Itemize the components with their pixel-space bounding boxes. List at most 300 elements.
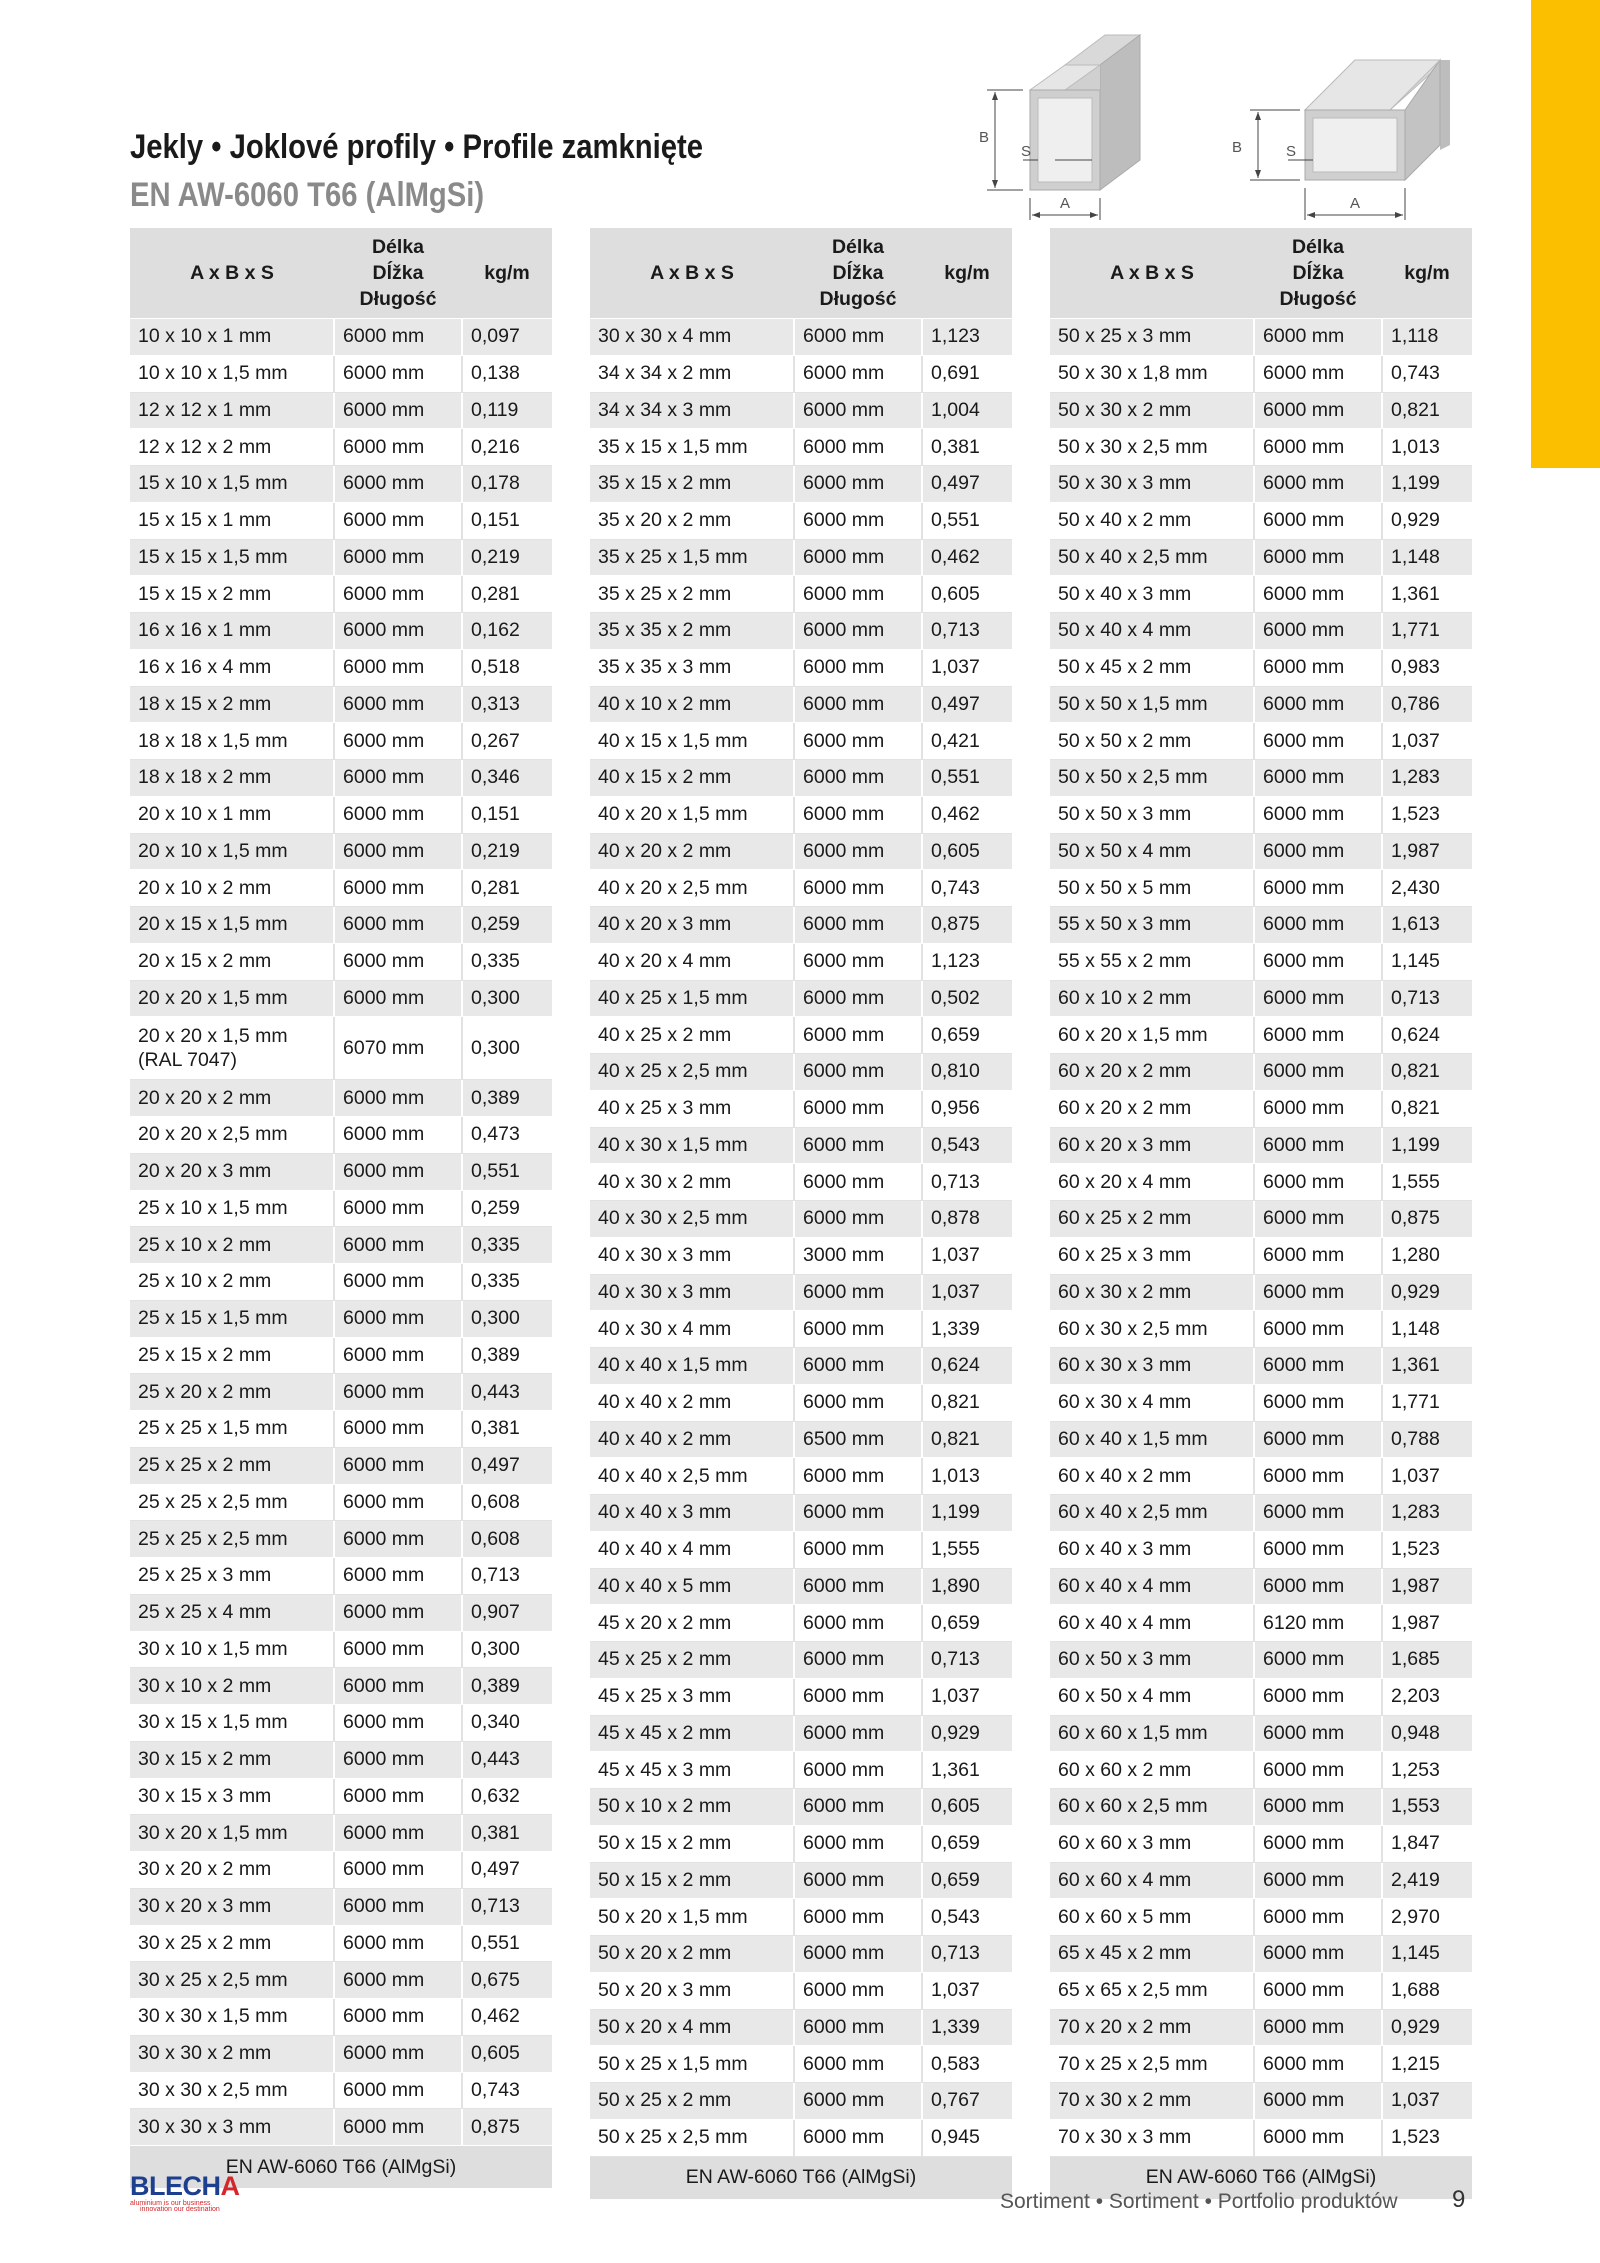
cell-dimensions: 50 x 10 x 2 mm (590, 1789, 794, 1826)
cell-length: 6000 mm (1254, 1642, 1382, 1679)
cell-weight: 1,361 (922, 1752, 1012, 1789)
table-row (130, 1668, 552, 1705)
cell-weight: 0,875 (922, 907, 1012, 944)
cell-weight: 0,713 (462, 1888, 552, 1925)
table-row (590, 686, 1012, 723)
table-row (1050, 796, 1472, 833)
cell-dimensions: 25 x 25 x 3 mm (130, 1558, 334, 1595)
cell-weight: 1,890 (922, 1568, 1012, 1605)
cell-length: 6000 mm (794, 686, 922, 723)
cell-length: 6000 mm (1254, 2046, 1382, 2083)
cell-length: 6000 mm (794, 1825, 922, 1862)
cell-weight: 0,713 (922, 1642, 1012, 1679)
table-row (1050, 1348, 1472, 1385)
column-header-length-line: Dĺžka (832, 262, 884, 284)
table-row (1050, 392, 1472, 429)
table-row (1050, 907, 1472, 944)
cell-dimensions: 10 x 10 x 1,5 mm (130, 355, 334, 392)
cell-weight: 0,878 (922, 1201, 1012, 1238)
cell-weight: 0,551 (462, 1153, 552, 1190)
cell-length: 6000 mm (1254, 1274, 1382, 1311)
table-row (1050, 1531, 1472, 1568)
cell-length: 6000 mm (794, 723, 922, 760)
table-row (1050, 943, 1472, 980)
cell-weight: 1,037 (922, 1678, 1012, 1715)
cell-weight: 1,123 (922, 319, 1012, 356)
cell-weight: 0,219 (462, 539, 552, 576)
cell-dimensions: 40 x 15 x 1,5 mm (590, 723, 794, 760)
cell-length: 6000 mm (794, 796, 922, 833)
cell-dimensions: 30 x 30 x 2 mm (130, 2035, 334, 2072)
cell-dimensions: 65 x 45 x 2 mm (1050, 1936, 1254, 1973)
cell-dimensions: 35 x 20 x 2 mm (590, 502, 794, 539)
profile-table-1 (130, 228, 552, 2188)
cell-length: 6000 mm (334, 760, 462, 797)
table-header-row (590, 228, 1012, 319)
table-row (590, 1054, 1012, 1091)
table-row (590, 1274, 1012, 1311)
cell-dimensions: 25 x 10 x 2 mm (130, 1227, 334, 1264)
column-header-length-line: Délka (1291, 236, 1345, 258)
square-profile-diagram (965, 30, 1165, 225)
table-row (1050, 1237, 1472, 1274)
cell-weight: 1,199 (922, 1495, 1012, 1532)
cell-weight: 0,138 (462, 355, 552, 392)
cell-weight: 0,713 (922, 1164, 1012, 1201)
table-row (130, 576, 552, 613)
table-row (590, 1458, 1012, 1495)
table-row (590, 833, 1012, 870)
cell-weight: 0,216 (462, 429, 552, 466)
cell-length: 6120 mm (1254, 1605, 1382, 1642)
cell-dimensions: 50 x 15 x 2 mm (590, 1825, 794, 1862)
cell-dimensions: 18 x 15 x 2 mm (130, 686, 334, 723)
cell-length: 6000 mm (334, 392, 462, 429)
cell-dimensions: 20 x 20 x 1,5 mm (130, 980, 334, 1017)
cell-length: 6000 mm (1254, 686, 1382, 723)
table-row (130, 649, 552, 686)
cell-length: 6000 mm (794, 1274, 922, 1311)
table-header-row (130, 228, 552, 319)
cell-length: 6000 mm (334, 355, 462, 392)
table-row (130, 539, 552, 576)
cell-length: 6000 mm (334, 907, 462, 944)
table-row (130, 1521, 552, 1558)
cell-weight: 0,340 (462, 1705, 552, 1742)
table-row (130, 319, 552, 356)
cell-dimensions: 45 x 25 x 2 mm (590, 1642, 794, 1679)
cell-weight: 0,659 (922, 1017, 1012, 1054)
table-row (1050, 686, 1472, 723)
cell-weight: 0,502 (922, 980, 1012, 1017)
cell-weight: 0,151 (462, 502, 552, 539)
cell-length: 6000 mm (1254, 1421, 1382, 1458)
cell-length: 6000 mm (334, 429, 462, 466)
table-footer-material: EN AW-6060 T66 (AlMgSi) (130, 2146, 552, 2189)
table-row (1050, 723, 1472, 760)
cell-dimensions: 40 x 10 x 2 mm (590, 686, 794, 723)
cell-weight: 0,219 (462, 833, 552, 870)
cell-dimensions: 25 x 25 x 2 mm (130, 1447, 334, 1484)
cell-weight: 0,389 (462, 1080, 552, 1117)
table-row (1050, 1568, 1472, 1605)
table-row (1050, 355, 1472, 392)
cell-dimensions: 20 x 20 x 1,5 mm (RAL 7047) (130, 1017, 334, 1080)
cell-weight: 0,381 (462, 1815, 552, 1852)
table-row (130, 355, 552, 392)
table-row (130, 2072, 552, 2109)
cell-dimensions: 25 x 10 x 1,5 mm (130, 1190, 334, 1227)
cell-dimensions: 30 x 30 x 4 mm (590, 319, 794, 356)
cell-length: 6000 mm (794, 1789, 922, 1826)
cell-length: 6000 mm (1254, 1017, 1382, 1054)
cell-dimensions: 45 x 45 x 2 mm (590, 1715, 794, 1752)
table-row (590, 907, 1012, 944)
cell-weight: 0,551 (462, 1925, 552, 1962)
table-row (590, 355, 1012, 392)
table-row (590, 1384, 1012, 1421)
table-row (130, 1227, 552, 1264)
cell-length: 6000 mm (794, 1972, 922, 2009)
cell-dimensions: 60 x 30 x 2 mm (1050, 1274, 1254, 1311)
cell-weight: 0,097 (462, 319, 552, 356)
cell-length: 6000 mm (1254, 760, 1382, 797)
cell-length: 6000 mm (1254, 2009, 1382, 2046)
cell-length: 6000 mm (334, 576, 462, 613)
cell-weight: 2,430 (1382, 870, 1472, 907)
cell-weight: 1,123 (922, 943, 1012, 980)
cell-weight: 0,300 (462, 1631, 552, 1668)
column-header-dims: A x B x S (590, 228, 794, 319)
cell-length: 6000 mm (794, 1348, 922, 1385)
cell-length: 6000 mm (334, 319, 462, 356)
cell-length: 6000 mm (794, 613, 922, 650)
cell-dimensions: 30 x 30 x 2,5 mm (130, 2072, 334, 2109)
cell-weight: 0,443 (462, 1741, 552, 1778)
cell-weight: 1,688 (1382, 1972, 1472, 2009)
cell-dimensions: 12 x 12 x 1 mm (130, 392, 334, 429)
cell-dimensions: 16 x 16 x 1 mm (130, 613, 334, 650)
cell-dimensions: 60 x 30 x 4 mm (1050, 1384, 1254, 1421)
table-row (590, 1642, 1012, 1679)
cell-length: 6000 mm (794, 980, 922, 1017)
cell-weight: 0,956 (922, 1090, 1012, 1127)
cell-dimensions: 60 x 60 x 3 mm (1050, 1825, 1254, 1862)
cell-dimensions: 40 x 25 x 1,5 mm (590, 980, 794, 1017)
cell-weight: 0,543 (922, 1127, 1012, 1164)
cell-weight: 0,767 (922, 2083, 1012, 2120)
table-row (1050, 319, 1472, 356)
table-row (590, 2119, 1012, 2156)
cell-length: 6000 mm (334, 1668, 462, 1705)
cell-length: 6500 mm (794, 1421, 922, 1458)
cell-weight: 0,875 (1382, 1201, 1472, 1238)
table-row (130, 2035, 552, 2072)
cell-weight: 0,929 (1382, 1274, 1472, 1311)
cell-dimensions: 70 x 30 x 3 mm (1050, 2119, 1254, 2156)
cell-weight: 0,300 (462, 1300, 552, 1337)
cell-length: 6000 mm (1254, 1054, 1382, 1091)
cell-weight: 0,821 (1382, 392, 1472, 429)
footer-section-label: Sortiment • Sortiment • Portfolio produktów (1000, 2190, 1398, 2213)
cell-length: 6000 mm (334, 1153, 462, 1190)
table-row (1050, 833, 1472, 870)
cell-dimensions: 50 x 25 x 2 mm (590, 2083, 794, 2120)
cell-dimensions: 30 x 15 x 2 mm (130, 1741, 334, 1778)
cell-dimensions: 40 x 40 x 3 mm (590, 1495, 794, 1532)
table-row (130, 1337, 552, 1374)
cell-length: 6000 mm (334, 539, 462, 576)
column-header-length (1254, 228, 1382, 319)
cell-length: 6000 mm (1254, 1201, 1382, 1238)
column-header-weight: kg/m (922, 228, 1012, 319)
cell-length: 6000 mm (794, 1127, 922, 1164)
cell-dimensions: 50 x 20 x 2 mm (590, 1936, 794, 1973)
table-row (1050, 1789, 1472, 1826)
column-header-length-line: Délka (371, 236, 425, 258)
cell-dimensions: 50 x 20 x 1,5 mm (590, 1899, 794, 1936)
cell-length: 6000 mm (334, 1484, 462, 1521)
cell-dimensions: 60 x 60 x 4 mm (1050, 1862, 1254, 1899)
table-row (590, 539, 1012, 576)
column-header-weight: kg/m (462, 228, 552, 319)
cell-dimensions: 60 x 20 x 3 mm (1050, 1127, 1254, 1164)
cell-weight: 0,583 (922, 2046, 1012, 2083)
cell-weight: 1,280 (1382, 1237, 1472, 1274)
page-subtitle: EN AW-6060 T66 (AlMgSi) (130, 176, 485, 214)
cell-dimensions: 25 x 25 x 2,5 mm (130, 1484, 334, 1521)
table-row (1050, 1936, 1472, 1973)
cell-length: 6000 mm (794, 760, 922, 797)
cell-weight: 0,551 (922, 760, 1012, 797)
cell-length: 6000 mm (794, 576, 922, 613)
cell-weight: 0,713 (1382, 980, 1472, 1017)
cell-length: 6000 mm (794, 319, 922, 356)
cell-length: 6000 mm (1254, 2083, 1382, 2120)
table-row (130, 1815, 552, 1852)
cell-dimensions: 40 x 25 x 2 mm (590, 1017, 794, 1054)
cell-length: 6000 mm (794, 1017, 922, 1054)
cell-dimensions: 50 x 25 x 1,5 mm (590, 2046, 794, 2083)
table-row (130, 1264, 552, 1301)
table-row (130, 1741, 552, 1778)
cell-length: 6000 mm (1254, 1495, 1382, 1532)
cell-dimensions: 40 x 20 x 2 mm (590, 833, 794, 870)
cell-dimensions: 60 x 40 x 2,5 mm (1050, 1495, 1254, 1532)
cell-dimensions: 40 x 25 x 2,5 mm (590, 1054, 794, 1091)
cell-weight: 2,970 (1382, 1899, 1472, 1936)
cell-length: 6000 mm (794, 539, 922, 576)
cell-length: 6000 mm (1254, 1164, 1382, 1201)
table-row (590, 1825, 1012, 1862)
table-row (590, 1348, 1012, 1385)
cell-dimensions: 40 x 30 x 4 mm (590, 1311, 794, 1348)
cell-weight: 1,037 (922, 1972, 1012, 2009)
cell-length: 6000 mm (794, 392, 922, 429)
cell-dimensions: 20 x 20 x 2 mm (130, 1080, 334, 1117)
cell-dimensions: 15 x 15 x 1,5 mm (130, 539, 334, 576)
cell-weight: 0,948 (1382, 1715, 1472, 1752)
column-header-length-line: Dĺžka (1292, 262, 1344, 284)
cell-weight: 0,119 (462, 392, 552, 429)
cell-length: 6000 mm (334, 1594, 462, 1631)
cell-length: 6000 mm (794, 1899, 922, 1936)
cell-dimensions: 50 x 15 x 2 mm (590, 1862, 794, 1899)
cell-length: 6000 mm (794, 1936, 922, 1973)
cell-dimensions: 40 x 25 x 3 mm (590, 1090, 794, 1127)
column-header-dims: A x B x S (130, 228, 334, 319)
cell-weight: 0,497 (462, 1852, 552, 1889)
section-tab-marker (1531, 0, 1600, 468)
cell-length: 6000 mm (334, 686, 462, 723)
cell-dimensions: 60 x 30 x 2,5 mm (1050, 1311, 1254, 1348)
cell-length: 6000 mm (794, 1678, 922, 1715)
table-row (1050, 1825, 1472, 1862)
cell-dimensions: 60 x 60 x 2,5 mm (1050, 1789, 1254, 1826)
table-row (1050, 980, 1472, 1017)
table-row (1050, 429, 1472, 466)
column-header-length-line: Długość (819, 288, 897, 310)
cell-weight: 1,037 (922, 649, 1012, 686)
cell-length: 6000 mm (334, 1227, 462, 1264)
cell-weight: 0,821 (1382, 1090, 1472, 1127)
cell-length: 6000 mm (1254, 943, 1382, 980)
table-row (130, 1705, 552, 1742)
cell-length: 6000 mm (1254, 355, 1382, 392)
cell-weight: 0,907 (462, 1594, 552, 1631)
table-row (590, 1090, 1012, 1127)
cell-dimensions: 60 x 60 x 5 mm (1050, 1899, 1254, 1936)
cell-dimensions: 60 x 20 x 2 mm (1050, 1090, 1254, 1127)
cell-weight: 1,013 (1382, 429, 1472, 466)
table-row (590, 796, 1012, 833)
table-row (590, 2009, 1012, 2046)
cell-dimensions: 35 x 15 x 2 mm (590, 466, 794, 503)
cell-weight: 0,335 (462, 943, 552, 980)
cell-length: 6000 mm (1254, 1311, 1382, 1348)
table-row (590, 1421, 1012, 1458)
table-row (1050, 1164, 1472, 1201)
cell-dimensions: 60 x 20 x 4 mm (1050, 1164, 1254, 1201)
column-header-length-line: Długość (1279, 288, 1357, 310)
cell-length: 6000 mm (794, 1642, 922, 1679)
cell-weight: 0,624 (922, 1348, 1012, 1385)
table-row (590, 760, 1012, 797)
table-row (1050, 870, 1472, 907)
table-row (1050, 1054, 1472, 1091)
table-row (130, 2109, 552, 2146)
profile-table-2 (590, 228, 1012, 2199)
cell-weight: 1,523 (1382, 2119, 1472, 2156)
cell-dimensions: 60 x 30 x 3 mm (1050, 1348, 1254, 1385)
cell-length: 6000 mm (794, 2083, 922, 2120)
cell-weight: 0,389 (462, 1668, 552, 1705)
table-row (590, 392, 1012, 429)
cell-length: 6000 mm (1254, 870, 1382, 907)
cell-dimensions: 30 x 20 x 3 mm (130, 1888, 334, 1925)
cell-dimensions: 50 x 25 x 2,5 mm (590, 2119, 794, 2156)
cell-dimensions: 60 x 50 x 4 mm (1050, 1678, 1254, 1715)
cell-dimensions: 25 x 25 x 1,5 mm (130, 1411, 334, 1448)
cell-weight: 0,659 (922, 1605, 1012, 1642)
table-row (590, 319, 1012, 356)
table-row (130, 870, 552, 907)
cell-weight: 0,381 (922, 429, 1012, 466)
cell-weight: 0,346 (462, 760, 552, 797)
cell-length: 6000 mm (334, 1117, 462, 1154)
cell-dimensions: 30 x 15 x 1,5 mm (130, 1705, 334, 1742)
cell-length: 6000 mm (1254, 1348, 1382, 1385)
cell-weight: 0,632 (462, 1778, 552, 1815)
cell-length: 6000 mm (1254, 907, 1382, 944)
blecha-logo: BLECHA aluminium is our business innovation our destination (130, 2171, 240, 2213)
table-row (130, 796, 552, 833)
cell-weight: 0,281 (462, 576, 552, 613)
cell-weight: 1,004 (922, 392, 1012, 429)
cell-length: 6000 mm (794, 1201, 922, 1238)
cell-length: 6000 mm (794, 1311, 922, 1348)
cell-length: 6000 mm (334, 502, 462, 539)
cell-length: 6000 mm (794, 355, 922, 392)
cell-dimensions: 50 x 50 x 2,5 mm (1050, 760, 1254, 797)
table-row (590, 613, 1012, 650)
cell-weight: 0,497 (462, 1447, 552, 1484)
cell-weight: 0,691 (922, 355, 1012, 392)
cell-dimensions: 30 x 25 x 2 mm (130, 1925, 334, 1962)
cell-length: 6000 mm (794, 649, 922, 686)
cell-weight: 1,685 (1382, 1642, 1472, 1679)
table-row (130, 1153, 552, 1190)
cell-length: 6000 mm (794, 1458, 922, 1495)
column-header-length-line: Długość (359, 288, 437, 310)
cell-length: 6000 mm (334, 1374, 462, 1411)
cell-dimensions: 50 x 30 x 2,5 mm (1050, 429, 1254, 466)
cell-dimensions: 45 x 20 x 2 mm (590, 1605, 794, 1642)
cell-length: 6000 mm (1254, 1531, 1382, 1568)
page-number: 9 (1452, 2186, 1466, 2213)
cell-length: 6000 mm (1254, 1936, 1382, 1973)
table-row (130, 1080, 552, 1117)
cell-weight: 0,335 (462, 1227, 552, 1264)
cell-dimensions: 20 x 10 x 1 mm (130, 796, 334, 833)
cell-length: 6000 mm (334, 1337, 462, 1374)
cell-weight: 0,743 (922, 870, 1012, 907)
cell-weight: 1,283 (1382, 760, 1472, 797)
page-title: Jekly • Joklové profily • Profile zamknięte (130, 128, 704, 166)
cell-weight: 1,145 (1382, 1936, 1472, 1973)
table-row (1050, 1458, 1472, 1495)
cell-weight: 0,421 (922, 723, 1012, 760)
cell-length: 6000 mm (334, 1999, 462, 2036)
cell-dimensions: 30 x 10 x 2 mm (130, 1668, 334, 1705)
cell-length: 6000 mm (334, 649, 462, 686)
cell-length: 6000 mm (334, 870, 462, 907)
table-row (1050, 1384, 1472, 1421)
cell-length: 6000 mm (334, 833, 462, 870)
cell-length: 6000 mm (334, 1631, 462, 1668)
table-header-row (1050, 228, 1472, 319)
cell-dimensions: 20 x 10 x 2 mm (130, 870, 334, 907)
table-row (590, 1936, 1012, 1973)
table-row (130, 466, 552, 503)
cell-length: 6000 mm (794, 1384, 922, 1421)
table-row (1050, 576, 1472, 613)
cell-dimensions: 15 x 15 x 2 mm (130, 576, 334, 613)
cell-length: 6000 mm (794, 870, 922, 907)
table-footer-material: EN AW-6060 T66 (AlMgSi) (590, 2156, 1012, 2199)
cell-dimensions: 70 x 30 x 2 mm (1050, 2083, 1254, 2120)
cell-weight: 0,605 (922, 1789, 1012, 1826)
